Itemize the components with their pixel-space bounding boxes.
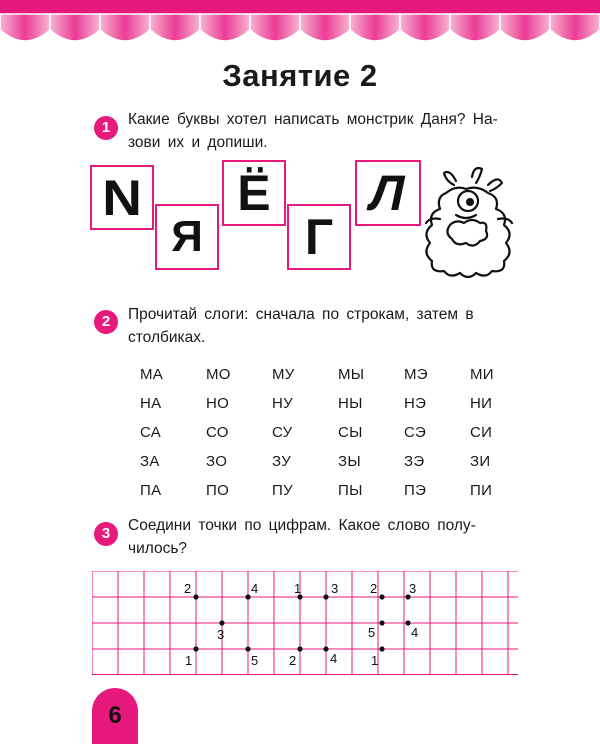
- syllable: СА: [140, 424, 162, 441]
- dot: [379, 594, 384, 599]
- dot-label: 4: [411, 625, 419, 640]
- dot: [193, 594, 198, 599]
- syllable: НЭ: [404, 395, 427, 412]
- dot: [379, 646, 384, 651]
- dot-label: 4: [330, 651, 338, 666]
- task-3-text: [128, 514, 518, 560]
- dot: [405, 620, 410, 625]
- dot-label: 1: [185, 653, 193, 668]
- syllable: НИ: [470, 395, 493, 412]
- dot-label: 1: [371, 653, 379, 668]
- letter-card: [355, 160, 421, 226]
- syllable: ПИ: [470, 482, 493, 499]
- dot-label: 2: [289, 653, 297, 668]
- syllable-table: [140, 360, 536, 505]
- dot-label: 1: [294, 581, 302, 596]
- syllable-row: [140, 389, 536, 418]
- task-3-line-1: Соедини точки по цифрам. Какое слово полу-: [128, 517, 476, 534]
- dot: [323, 646, 328, 651]
- dot-label: 5: [251, 653, 259, 668]
- dot: [245, 594, 250, 599]
- dot: [245, 646, 250, 651]
- task-number-badge: 3: [94, 522, 118, 546]
- dot: [193, 646, 198, 651]
- syllable: МА: [140, 366, 164, 383]
- task-1-line-1: Какие буквы хотел написать монстрик Даня? На-: [128, 111, 498, 128]
- syllable-row: [140, 418, 536, 447]
- task-3-line-2: чилось?: [128, 540, 188, 557]
- dot-grid: [92, 571, 518, 675]
- letter-card-text: Г: [304, 209, 334, 265]
- syllable: ЗИ: [470, 453, 491, 470]
- letter-card-text: Я: [171, 212, 203, 261]
- letter-card: [287, 204, 351, 270]
- syllable: МЭ: [404, 366, 428, 383]
- dot-label: 2: [370, 581, 378, 596]
- task-2-line-2: столбиках.: [128, 329, 206, 346]
- dot-label: 3: [331, 581, 339, 596]
- syllable: МЫ: [338, 366, 365, 383]
- task-2-text: [128, 303, 518, 349]
- syllable: МУ: [272, 366, 295, 383]
- lesson-title: Занятие 2: [222, 58, 378, 93]
- letter-card-text: N: [102, 169, 142, 226]
- syllable-row: [140, 476, 536, 505]
- syllable: ЗЭ: [404, 453, 425, 470]
- syllable: ПУ: [272, 482, 293, 499]
- syllable: МО: [206, 366, 231, 383]
- letter-card-text: Ё: [237, 165, 271, 221]
- dot: [379, 620, 384, 625]
- syllable: ЗА: [140, 453, 160, 470]
- letter-card: [222, 160, 286, 226]
- task-2-line-1: Прочитай слоги: сначала по строкам, затем в: [128, 306, 474, 323]
- dot: [219, 620, 224, 625]
- syllable: НУ: [272, 395, 293, 412]
- syllable: ПО: [206, 482, 230, 499]
- syllable: МИ: [470, 366, 494, 383]
- letter-card: [90, 165, 154, 230]
- letter-card: [155, 204, 219, 270]
- syllable: ПЭ: [404, 482, 427, 499]
- dot: [297, 646, 302, 651]
- syllable: ПА: [140, 482, 162, 499]
- syllable: СИ: [470, 424, 493, 441]
- task-1-line-2: зови их и допиши.: [128, 134, 268, 151]
- dot-label: 4: [251, 581, 259, 596]
- syllable: ЗО: [206, 453, 228, 470]
- monster-illustration: [416, 163, 520, 281]
- syllable: СУ: [272, 424, 293, 441]
- letter-card-text: Л: [364, 165, 412, 221]
- dot-label: 3: [409, 581, 417, 596]
- syllable-row: [140, 360, 536, 389]
- task-number-badge: 2: [94, 310, 118, 334]
- task-1-text: [128, 108, 518, 154]
- syllable: СО: [206, 424, 229, 441]
- syllable-row: [140, 447, 536, 476]
- dot-label: 3: [217, 627, 225, 642]
- syllable: ПЫ: [338, 482, 363, 499]
- syllable: СЭ: [404, 424, 427, 441]
- dot-label: 2: [184, 581, 192, 596]
- task-number-badge: 1: [94, 116, 118, 140]
- syllable: НА: [140, 395, 162, 412]
- dot-label: 5: [368, 625, 376, 640]
- syllable: ЗУ: [272, 453, 292, 470]
- page-number: 6: [92, 688, 138, 744]
- syllable: НЫ: [338, 395, 363, 412]
- scalloped-awning: [0, 0, 600, 48]
- syllable: ЗЫ: [338, 453, 361, 470]
- syllable: СЫ: [338, 424, 363, 441]
- dot: [323, 594, 328, 599]
- syllable: НО: [206, 395, 230, 412]
